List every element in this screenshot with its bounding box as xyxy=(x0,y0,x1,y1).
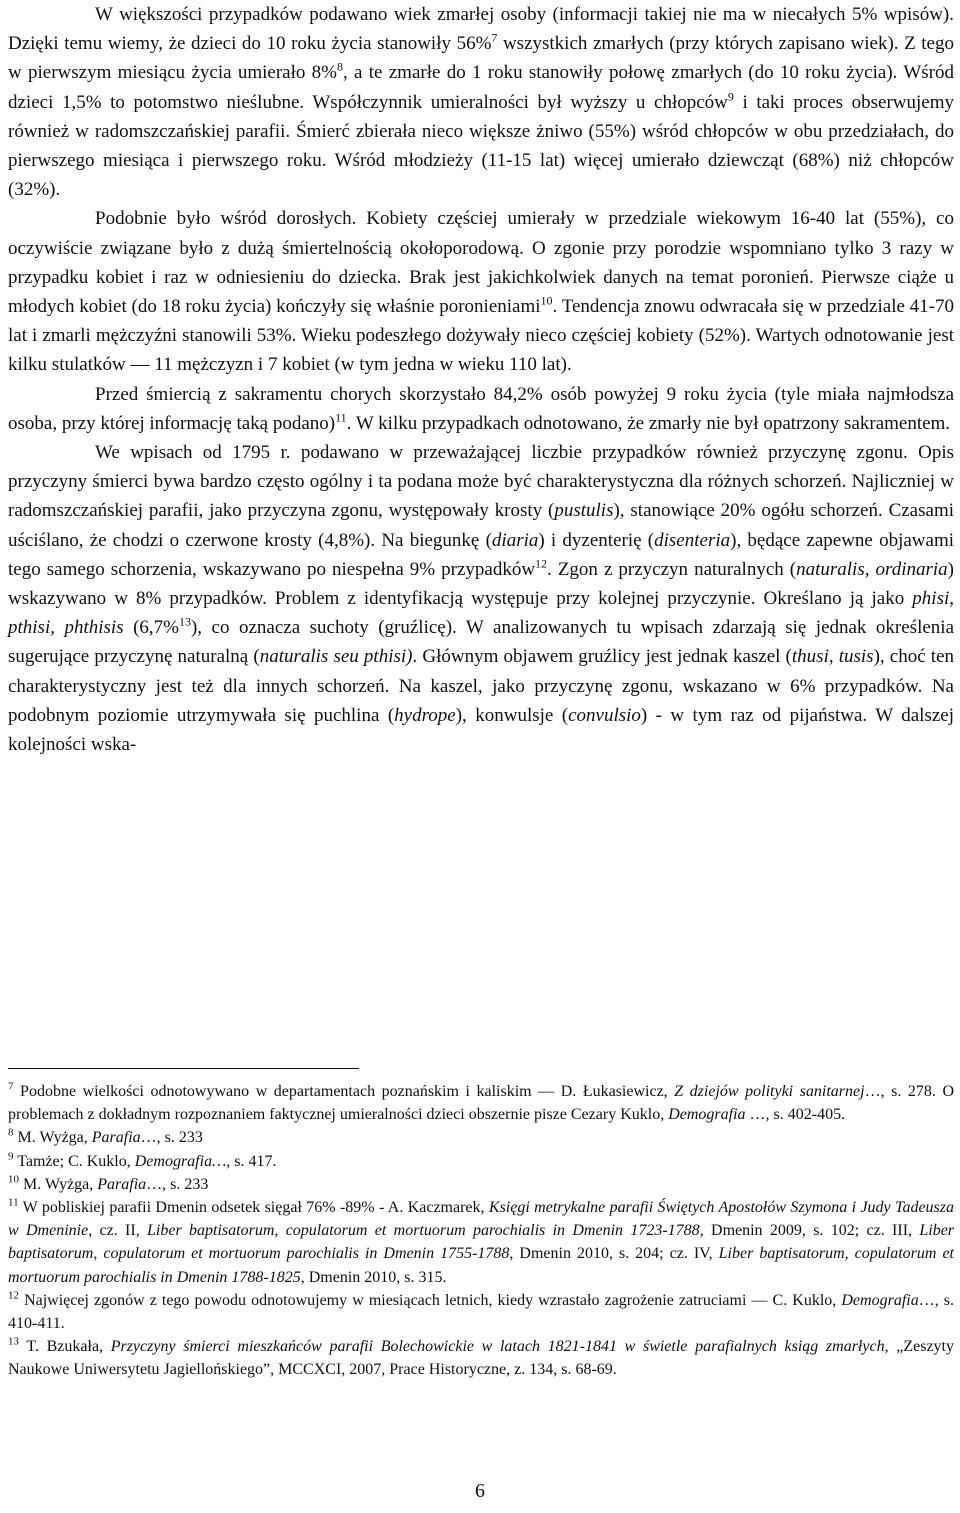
italic-text: tusis xyxy=(838,646,874,668)
text-run: s. 417. xyxy=(230,1152,277,1170)
italic-text: Parafia xyxy=(91,1129,141,1147)
text-run: T. Bzukała, xyxy=(19,1338,111,1356)
italic-text: Demografia xyxy=(841,1291,919,1309)
italic-text: hydrope xyxy=(394,704,456,726)
text-run: , xyxy=(828,646,839,668)
text-run: ), konwulsje ( xyxy=(455,704,569,726)
text-run: W pobliskiej parafii Dmenin odsetek sięgał 76% -89% - A. Kaczmarek, xyxy=(18,1199,489,1217)
text-run: …, s. 402-405. xyxy=(745,1106,846,1124)
footnote-fn10 xyxy=(8,1173,954,1196)
text-run: (6,7% xyxy=(123,617,179,639)
italic-text: Demografia xyxy=(668,1106,746,1124)
text-run: Podobnie było wśród dorosłych. Kobiety częściej umierały w przedziale wiekowym 16-40 lat (55%), co oczywiście związane było z dużą śmiertelnością okołoporodową. O zgonie przy porodzie wspomniano tylko 3 razy w przypadku kobiet i raz w odniesieniu do dziecka. Brak jest jakichkolwiek danych na temat poronień. Pierwsze ciąże u młodych kobiet (do 18 roku życia) kończyły się właśnie poronieniami xyxy=(8,208,954,318)
text-run: i taki proces obserwujemy również w radomszczańskiej parafii. Śmierć zbierała nieco większe żniwo (55%) wśród chłopców w obu przedziałach, do pierwszego miesiąca i pierwszego roku. Wśród młodzieży (11-15 lat) więcej umierało dziewcząt (68%) niż chłopców (32%). xyxy=(8,91,954,201)
text-run: , a te zmarłe do 1 roku stanowiły połowę zmarłych (do 10 roku życia). Wśród dzieci 1,5% to potomstwo nieślubne. Współczynnik umieralności był wyższy u chłopców xyxy=(8,62,954,113)
text-run: ), stanowiące 20% ogółu schorzeń. Czasami uściślano, że chodzi o czerwone krosty (4,8%). Na biegunkę ( xyxy=(8,500,954,551)
text-run: . Tendencja znowu odwracała się w przedziale 41-70 lat i zmarli mężczyźni stanowili 53%. Wieku podeszłego dożywały nieco częściej kobiety (52%). Wartych odnotowanie jest kilku stulatków — 11 mężczyzn i 7 kobiet (w tym jedna w wieku 110 lat). xyxy=(8,296,954,376)
text-run: W większości przypadków podawano wiek zmarłej osoby (informacji takiej nie ma w niecałych 5% wpisów). Dzięki temu wiemy, że dzieci do 10 roku życia stanowiły 56% xyxy=(8,4,954,55)
footnote-marker: 13 xyxy=(8,1335,19,1348)
italic-text: convulsio xyxy=(568,704,641,726)
paragraph-p4 xyxy=(8,438,954,759)
footnote-marker: 8 xyxy=(336,60,343,75)
footnote-marker: 9 xyxy=(727,89,734,104)
text-run: . Głównym objawem gruźlicy jest jednak kaszel ( xyxy=(412,646,792,668)
text-run: ), będące zapewne objawami tego samego schorzenia, wskazywano po niespełna 9% przypadków xyxy=(8,529,954,580)
footnote-marker: 12 xyxy=(535,556,548,571)
footnote-marker: 10 xyxy=(540,293,553,308)
text-run: Tamże; C. Kuklo, xyxy=(13,1152,135,1170)
footnote-fn7 xyxy=(8,1080,954,1126)
italic-text: Liber baptisatorum, copulatorum et mortuorum parochialis in Dmenin 1755-1788 xyxy=(8,1222,955,1263)
footnote-marker: 13 xyxy=(178,614,191,629)
text-run: wszystkich zmarłych (przy których zapisano wiek). Z tego w pierwszym miesiącu życia umierało 8% xyxy=(8,33,954,84)
italic-text: disenteria xyxy=(654,529,731,551)
footnote-marker: 11 xyxy=(8,1196,19,1209)
footnote-marker: 12 xyxy=(8,1289,19,1302)
text-run: ) i dyzenterię ( xyxy=(538,529,655,551)
text-run: ), co oznacza suchoty (gruźlicę). W analizowanych tu wpisach zdarzają się jednak określenia sugerujące przyczynę naturalną ( xyxy=(8,617,954,668)
text-run: …, s. 278. O problemach z dokładnym rozpoznaniem faktycznej umieralności dzieci obszernie pisze Cezary Kuklo, xyxy=(8,1083,955,1124)
italic-text: thusi xyxy=(791,646,829,668)
text-run: . Zgon z przyczyn naturalnych ( xyxy=(547,558,797,580)
paragraph-p2 xyxy=(8,204,954,379)
italic-text: naturalis, ordinaria xyxy=(796,558,948,580)
italic-text: Przyczyny śmierci mieszkańców parafii Bolechowickie w latach 1821-1841 w świetle parafialnych ksiąg zmarłych xyxy=(110,1338,885,1356)
italic-text: pustulis xyxy=(554,500,614,522)
text-run: . W kilku przypadkach odnotowano, że zmarły nie był opatrzony sakramentem. xyxy=(346,412,951,434)
italic-text: naturalis seu pthisi) xyxy=(259,646,413,668)
footnote-marker: 9 xyxy=(8,1150,14,1163)
italic-text: Z dziejów polityki sanitarnej xyxy=(674,1083,865,1100)
italic-text: Liber baptisatorum, copulatorum et mortuorum parochialis in Dmenin 1723-1788 xyxy=(147,1222,700,1240)
footnotes-section xyxy=(8,1080,954,1382)
paragraph-p1 xyxy=(8,0,954,204)
footnote-marker: 7 xyxy=(491,30,498,45)
text-run: , Dmenin 2010, s. 204; cz. IV, xyxy=(509,1245,719,1263)
text-run: ) wskazywano w 8% przypadków. Problem z identyfikacją występuje przy kolejnej przyczynie. Określano ją jako xyxy=(8,558,954,610)
italic-text: diaria xyxy=(491,529,539,551)
text-run: , Dmenin 2009, s. 102; cz. III, xyxy=(699,1222,920,1240)
text-run: M. Wyżga, xyxy=(19,1175,98,1193)
text-run: ), choć ten charakterystyczny jest też dla innych schorzeń. Na kaszel, jako przyczynę zgonu, wskazano w 6% przypadków. Na podobnym poziomie utrzymywała się puchlina ( xyxy=(8,646,955,726)
italic-text: Demografia…, xyxy=(134,1152,231,1170)
italic-text: phisi xyxy=(912,588,950,610)
footnote-fn13 xyxy=(8,1335,954,1381)
italic-text: pthisi, phthisis xyxy=(8,617,124,639)
footnote-fn8 xyxy=(8,1126,954,1149)
page-number: 6 xyxy=(475,1480,485,1502)
text-run: …, s. 233 xyxy=(140,1129,203,1147)
text-run: …, s. 233 xyxy=(146,1175,209,1193)
italic-text: Parafia xyxy=(97,1175,147,1193)
text-run: We wpisach od 1795 r. podawano w przeważającej liczbie przypadków również przyczynę zgonu. Opis przyczyny śmierci bywa bardzo często ogólny i ta podana może być charakterystyczna dla różnych schorzeń. Najliczniej w radomszczańskiej parafii, jako przyczyna zgonu, występowały krosty ( xyxy=(8,442,954,522)
text-run: , „Zeszyty Naukowe Uniwersytetu Jagiellońskiego”, MCCXCI, 2007, Prace Historyczne, z. 134, s. 68-69. xyxy=(8,1338,955,1379)
italic-text: Księgi metrykalne parafii Świętych Apostołów Szymona i Judy Tadeusza w Dmeninie xyxy=(8,1199,954,1240)
text-run: ) - w tym raz od pijaństwa. W dalszej kolejności wska- xyxy=(8,704,954,756)
footnote-separator xyxy=(8,1068,359,1069)
main-text xyxy=(8,0,954,759)
footnote-marker: 11 xyxy=(335,410,347,425)
footnote-marker: 8 xyxy=(8,1127,14,1140)
text-run: Najwięcej zgonów z tego powodu odnotowujemy w miesiącach letnich, kiedy wzrastało zagrożenie zatruciami — C. Kuklo, xyxy=(19,1291,842,1309)
text-run: , xyxy=(949,588,954,610)
footnote-marker: 7 xyxy=(8,1080,14,1093)
footnote-fn11 xyxy=(8,1196,954,1289)
text-run: , Dmenin 2010, s. 315. xyxy=(300,1268,447,1286)
text-run: …, s. 410-411. xyxy=(8,1291,954,1333)
footnote-marker: 10 xyxy=(8,1173,19,1186)
text-run: , cz. II, xyxy=(88,1222,148,1240)
paragraph-p3 xyxy=(8,380,954,438)
text-run: M. Wyżga, xyxy=(13,1129,92,1147)
italic-text: Liber baptisatorum, copulatorum et mortuorum parochialis in Dmenin 1788-1825 xyxy=(8,1245,954,1286)
footnote-fn9 xyxy=(8,1150,954,1173)
footnote-fn12 xyxy=(8,1289,954,1335)
text-run: Podobne wielkości odnotowywano w departamentach poznańskim i kaliskim — D. Łukasiewicz, xyxy=(13,1083,675,1100)
text-run: Przed śmiercią z sakramentu chorych skorzystało 84,2% osób powyżej 9 roku życia (tyle miała najmłodsza osoba, przy której informację taką podano) xyxy=(8,383,954,434)
